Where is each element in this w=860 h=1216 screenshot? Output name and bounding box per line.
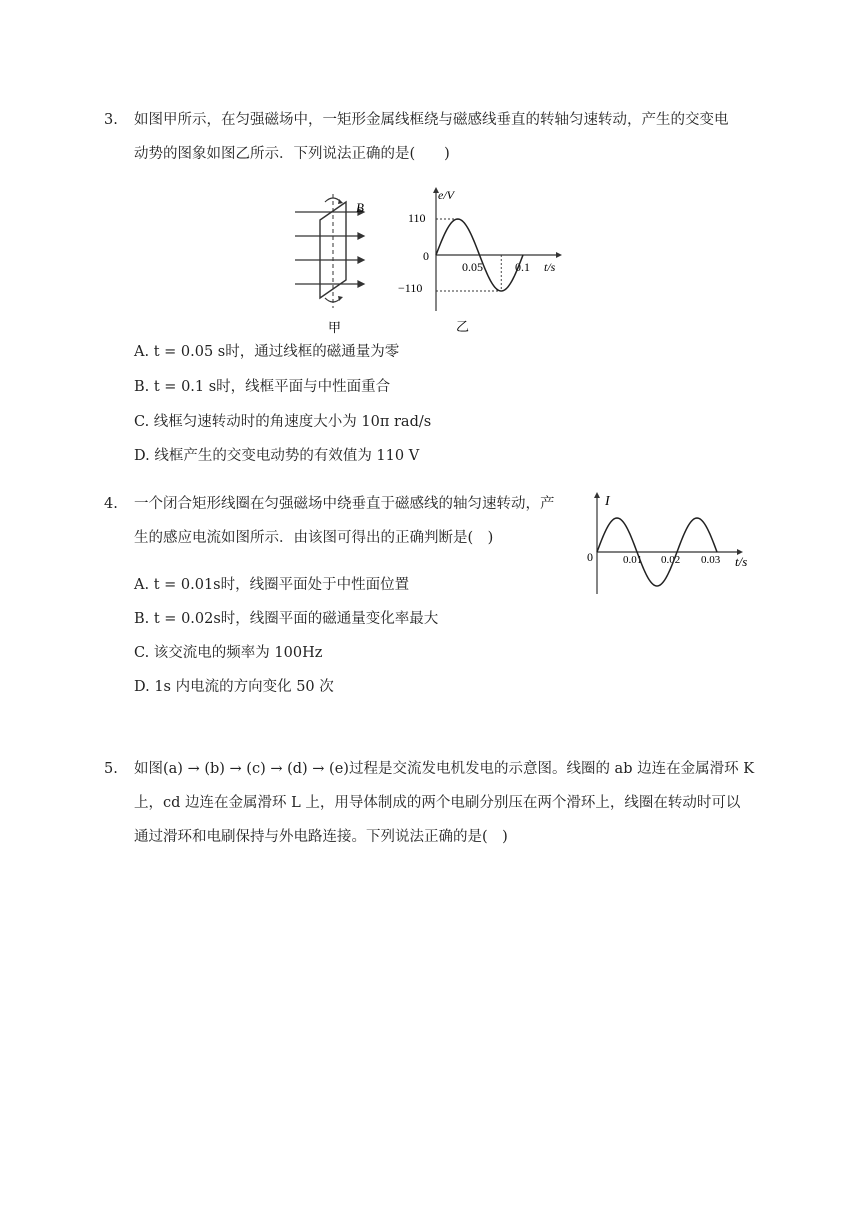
y-axis-arrow: [594, 492, 600, 498]
figure-yi-caption: 乙: [456, 319, 470, 333]
figure-current-origin: 0: [587, 550, 593, 564]
question-3-option-c: C. 线框匀速转动时的角速度大小为 10π rad/s: [134, 414, 432, 430]
figure-yi-tick-1: 0.05: [462, 260, 483, 274]
figure-yi-emf-chart: [398, 183, 568, 333]
figure-yi-yneg-label: −110: [398, 281, 423, 295]
question-3-option-b: B. t = 0.1 s时，线框平面与中性面重合: [134, 379, 391, 395]
figure-current-ylabel: I: [605, 494, 610, 509]
figure-current-tick-1: 0.01: [623, 554, 643, 566]
question-4-option-d: D. 1s 内电流的方向变化 50 次: [134, 679, 334, 695]
question-4-stem-line-2: 生的感应电流如图所示．由该图可得出的正确判断是( ): [134, 530, 494, 546]
figure-jia-caption: 甲: [328, 320, 342, 335]
question-3-stem-line-2: 动势的图象如图乙所示．下列说法正确的是( ): [134, 146, 450, 162]
figure-current-chart: [585, 488, 760, 598]
question-5-stem-line-1: 如图(a) → (b) → (c) → (d) → (e)过程是交流发电机发电的示意图。线圈的 ab 边连在金属滑环 K: [134, 761, 755, 777]
question-5-stem-line-3: 通过滑环和电刷保持与外电路连接。下列说法正确的是( ): [134, 829, 508, 845]
figure-yi-xlabel: t/s: [544, 260, 556, 274]
question-5-stem-line-2: 上，cd 边连在金属滑环 L 上，用导体制成的两个电刷分别压在两个滑环上，线圈在转动时可以: [134, 795, 741, 811]
field-b-label: B: [356, 200, 364, 215]
figure-jia-rotating-frame: [290, 190, 380, 340]
question-3-option-a: A. t = 0.05 s时，通过线框的磁通量为零: [134, 344, 400, 360]
question-3-option-d: D. 线框产生的交变电动势的有效值为 110 V: [134, 448, 420, 464]
figure-yi-ylabel: e/V: [438, 188, 454, 202]
question-3-stem-line-1: 如图甲所示，在匀强磁场中，一矩形金属线框绕与磁感线垂直的转轴匀速转动，产生的交变电: [134, 112, 729, 128]
figure-current-xlabel: t/s: [735, 554, 748, 569]
question-4-option-c: C. 该交流电的频率为 100Hz: [134, 645, 323, 661]
question-4-option-a: A. t = 0.01s时，线圈平面处于中性面位置: [134, 577, 410, 593]
question-3-number: 3.: [104, 112, 118, 128]
x-axis-arrow: [556, 252, 562, 258]
question-4-number: 4.: [104, 496, 118, 512]
figure-current-tick-2: 0.02: [661, 554, 681, 566]
question-4-stem-line-1: 一个闭合矩形线圈在匀强磁场中绕垂直于磁感线的轴匀速转动，产: [134, 496, 555, 512]
question-4-option-b: B. t = 0.02s时，线圈平面的磁通量变化率最大: [134, 611, 439, 627]
question-5-number: 5.: [104, 761, 118, 777]
figure-current-tick-3: 0.03: [701, 554, 721, 566]
figure-yi-tick-2: 0.1: [515, 260, 530, 274]
figure-yi-ypos-label: 110: [408, 211, 426, 225]
figure-yi-origin-label: 0: [423, 249, 429, 263]
